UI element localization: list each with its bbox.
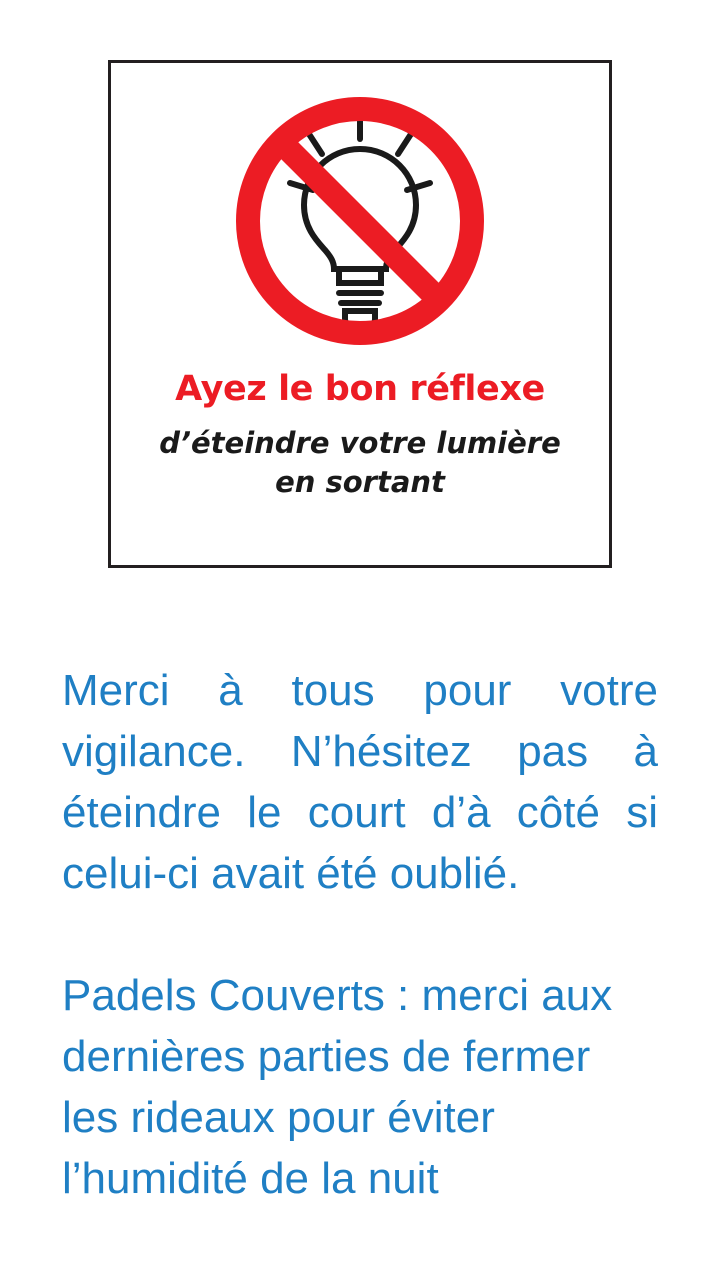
poster-subline: d’éteindre votre lumière en sortant: [159, 425, 561, 499]
body-text-block: [62, 660, 658, 1209]
no-light-bulb-icon: [225, 87, 495, 355]
paragraph-vigilance: Merci à tous pour votre vigilance. N’hésitez pas à éteindre le court d’à côté si celui-ci avait été oublié.: [62, 666, 658, 898]
paragraph-padels-couverts: Padels Couverts : merci aux dernières parties de fermer les rideaux pour éviter l’humidité de la nuit: [62, 971, 613, 1203]
poster-image: [108, 60, 612, 568]
poster-headline: Ayez le bon réflexe: [175, 369, 545, 409]
